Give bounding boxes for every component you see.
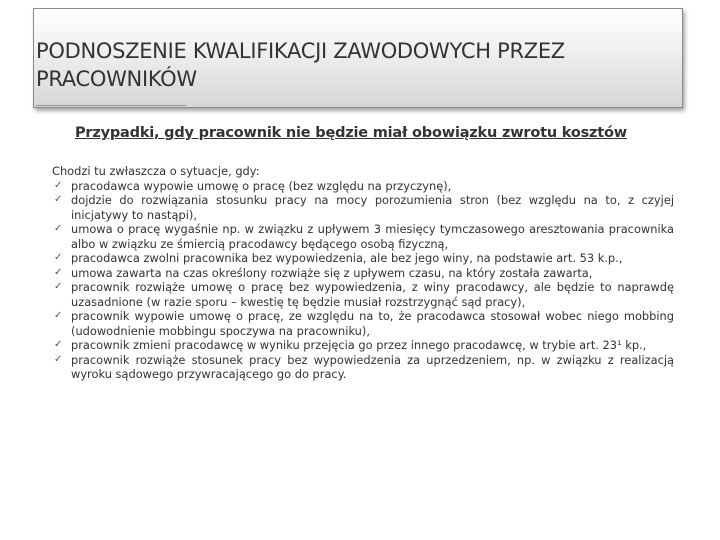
list-item-text: pracodawca wypowie umowę o pracę (bez względu na przyczynę), (71, 178, 452, 193)
list-item-text: dojdzie do rozwiązania stosunku pracy na mocy porozumienia stron (bez względu na to, z czyjej inicjatywy to nastąpi), (71, 193, 674, 222)
slide-body (52, 164, 674, 382)
checkmark-icon: ✓ (54, 223, 63, 234)
slide-title (36, 37, 676, 93)
checkmark-icon: ✓ (54, 339, 63, 350)
slide-title-line-1: PODNOSZENIE KWALIFIKACJI ZAWODOWYCH PRZEZ (36, 39, 565, 63)
list-item (52, 251, 674, 266)
list-item-text: pracownik zmieni pracodawcę w wyniku przejęcia go przez innego pracodawcę, w trybie art. 23¹ kp., (71, 338, 647, 352)
list-item (52, 266, 674, 281)
list-item-text: pracodawca zwolni pracownika bez wypowiedzenia, ale bez jego winy, na podstawie art. 53 k.p., (71, 251, 623, 265)
list-item (52, 309, 674, 338)
checklist (52, 179, 674, 382)
checkmark-icon: ✓ (54, 310, 63, 321)
slide-subtitle: Przypadki, gdy pracownik nie będzie miał obowiązku zwrotu kosztów (75, 125, 627, 141)
checkmark-icon: ✓ (54, 252, 63, 263)
list-item-text: umowa zawarta na czas określony rozwiąże się z upływem czasu, na który została zawarta, (71, 265, 593, 280)
list-item (52, 179, 674, 194)
list-item (52, 222, 674, 251)
list-item-text: pracownik wypowie umowę o pracę, ze względu na to, że pracodawca stosował wobec niego mobbing (udowodnienie mobbingu spoczywa na pracowniku), (71, 309, 674, 338)
slide-title-line-2: PRACOWNIKÓW (36, 67, 197, 91)
list-item (52, 338, 674, 353)
checkmark-icon: ✓ (54, 281, 63, 292)
list-item-text: pracownik rozwiąże stosunek pracy bez wypowiedzenia za uprzedzeniem, np. w związku z realizacją wyroku sądowego przywracającego go do pracy. (71, 352, 674, 381)
checkmark-icon: ✓ (54, 353, 63, 365)
list-item (52, 353, 674, 382)
title-underline-rule (36, 105, 186, 106)
title-box (33, 8, 683, 108)
list-item-text: umowa o pracę wygaśnie np. w związku z upływem 3 miesięcy tymczasowego aresztowania pracownika albo w związku ze śmiercią pracodawcy będącego osobą fizyczną, (71, 222, 674, 251)
list-item (52, 280, 674, 309)
checkmark-icon: ✓ (54, 179, 63, 191)
list-item (52, 193, 674, 222)
checkmark-icon: ✓ (54, 266, 63, 278)
list-item-text: pracownik rozwiąże umowę o pracę bez wypowiedzenia, z winy pracodawcy, ale będzie to naprawdę uzasadnione (w razie sporu – kwestię tę będzie musiał rozstrzygnąć sąd pracy), (71, 280, 674, 309)
intro-text: Chodzi tu zwłaszcza o sytuacje, gdy: (52, 164, 260, 178)
checkmark-icon: ✓ (54, 194, 63, 205)
